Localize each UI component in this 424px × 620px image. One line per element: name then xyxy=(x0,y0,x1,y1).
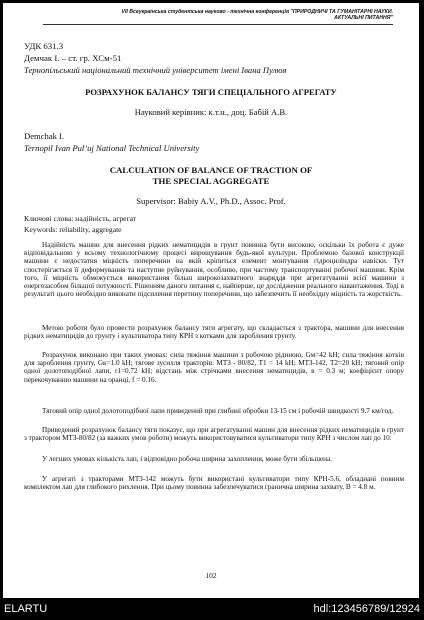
header-rule xyxy=(43,24,393,25)
paper-page xyxy=(3,3,419,598)
body-paragraph-1: Надійність машин для внесення рідких нематицидів в грунт повинна бути високою, оскільки їх робота є дуже відповідальною у всьому технологічному процесі вирощування будь-якої культури. Проблемою базової конструкції машини є недостатня міцність поперечини на якій кріпиться елемент монтування гідроциліндра навіски. Тут спостерігається її деформування та наступне руйнування, особливо, при частому транспортуванні робочої машини. Крім того, її міцність обмежується використання більш широкозахватного знаряддя при агрегатуванні всієї машини з енергозасобом більшої потужності. Рішенням даного питання є, найперше, це дослідження реального навантаження. Тоді в результаті цього необхідно виконати підсилення перетину поперечини, що забезпечить її необхідну міцність та жорсткість. xyxy=(24,241,404,299)
body-paragraph-4: Тяговий опір одної долотоподібної лапи приведений при глибині обробки 13-15 см і робочій швидкості 9.7 км/год. xyxy=(42,407,394,415)
title-en-line-2: THE SPECIAL AGGREGATE xyxy=(152,176,270,186)
body-paragraph-5: Приведений розрахунок балансу тяги показує, що при агрегатуванні машин для внесення рідких нематицидів в грунт з трактором МТЗ-80/82 (за важких умов роботи) можуть використовуватися культиватори типу КРН з числом лап до 10. xyxy=(24,426,404,443)
page-number: 102 xyxy=(205,571,217,580)
keywords-ua: Ключові слова: надійність, агрегат xyxy=(24,214,137,223)
author-ua: Демчак І. – ст. гр. ХСм-51 xyxy=(24,53,122,63)
footer-handle-link[interactable]: hdl:123456789/12924 xyxy=(313,603,420,615)
body-paragraph-6: У легших умовах кількість лап, і відповідно робоча ширина захоплення, може бути збільшена. xyxy=(42,455,333,463)
repository-footer xyxy=(0,598,424,620)
udk-code: УДК 631.3 xyxy=(24,41,64,51)
body-paragraph-3: Розрахунок виконано при таких умовах: сила тяжіння машини з робочою рідиною, Gм=42 kH; сила тяжіння котків для заробления грунту, Gк=1.0 kH; тягове зусилля тракторів: МТЗ - 80/82, Т1 = 14 kH; МТЗ-142, Т2=20 kH; тяговий опір одної долотоподібної лапи, r1=0.72 kH; відстань між стрічками внесення нематицидів, в = 0.3 м; коефіцієнт опору перекочуванню машини на оранці, f = 0.16. xyxy=(24,351,404,384)
affiliation-en: Ternopil Ivan Pul’uj National Technical University xyxy=(24,143,200,153)
body-paragraph-2: Метою роботи було провести розрахунок балансу тяги агрегату, що складається з трактора, машини для внесення рідких нематицидів до грунту і культиватора типу КРН з котками для заробления грунту. xyxy=(24,324,404,341)
affiliation-ua: Тернопільський національний технічний університет імені Івана Пулюя xyxy=(24,65,287,75)
keywords-en: Keywords: reliability, aggregate xyxy=(24,225,122,234)
title-ua: РОЗРАХУНОК БАЛАНСУ ТЯГИ СПЕЦІАЛЬНОГО АГРЕГАТУ xyxy=(85,87,337,97)
footer-repository-name: ELARTU xyxy=(4,603,48,615)
running-header-line-1: VII Всеукраїнська студентська науково - технічна конференція "ПРИРОДНИЧІ ТА ГУМАНІТАРНІ НАУКИ. xyxy=(121,9,393,15)
author-en: Demchak I. xyxy=(24,131,65,141)
running-header xyxy=(43,9,393,22)
running-header-line-2: АКТУАЛЬНІ ПИТАННЯ" xyxy=(334,15,393,22)
supervisor-ua: Науковий керівник: к.т.н., доц. Бабій А.В. xyxy=(134,107,288,117)
body-paragraph-7: У агрегаті з тракторами МТЗ-142 можуть бути використані культиватори типу КРН-5.6, обладнані повним комплектом лап для глибокого рихлення. При цьому повинна забезпечуватися гранична ширина захвату, В = 4.8 м. xyxy=(24,475,404,492)
title-en-line-1: CALCULATION OF BALANCE OF TRACTION OF xyxy=(109,165,313,175)
supervisor-en: Supervisor: Babiy A.V., Ph.D., Assoc. Prof. xyxy=(136,196,286,206)
